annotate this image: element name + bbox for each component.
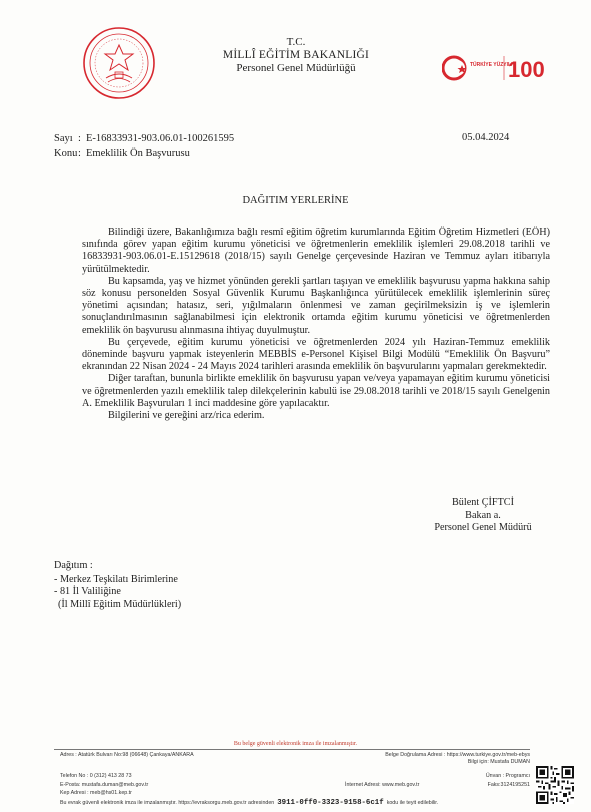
footer-internet[interactable]: İnternet Adresi: www.meb.gov.tr xyxy=(345,782,420,788)
signer-authority: Bakan a. xyxy=(465,509,501,521)
footer-email[interactable]: E-Posta: mustafa.duman@meb.gov.tr xyxy=(60,782,149,788)
paragraph-5: Bilgilerini ve gereğini arz/rica ederim. xyxy=(108,410,265,422)
signature-block xyxy=(400,497,566,535)
konu-separator: : xyxy=(78,148,81,159)
sayi-row xyxy=(54,132,414,146)
document-body xyxy=(82,227,550,422)
e-signature-notice: Bu belge güvenli elektronik imza ile imzalanmıştır. xyxy=(233,741,358,747)
footer-kep[interactable]: Kep Adresi : meb@hs01.kep.tr xyxy=(60,790,132,796)
distribution-item: - Merkez Teşkilatı Birimlerine xyxy=(54,573,178,585)
paragraph-2: Bu kapsamda, yaş ve hizmet yönünden gerekli şartları taşıyan ve emeklilik başvurusu yapma hakkına sahip söz konusu personelden Sosyal Güvenlik Kurumu Başkanlığınca yürütülecek emeklilik işlemlerinin süreç yönetimi açısından; hatasız, seri, yığılmaların önlenmesi ve zaman geçirilmeksizin iş ve işlemlerin sonuçlandırılmasının sağlanabilmesi için elektronik ortamda eğitim kurumu yöneticisi ve öğretmenlerden emeklilik ön başvurusu alınmasına ihtiyaç duyulmuştur. xyxy=(82,275,550,336)
verify-tail: kodu ile teyit edilebilir. xyxy=(386,800,439,806)
distribution-title: DAĞITIM YERLERİNE xyxy=(242,195,349,206)
document-meta xyxy=(54,132,414,162)
logo-number: 100 xyxy=(508,57,545,82)
paragraph-4: Diğer taraftan, bununla birlikte emeklilik ön başvurusu yapan ve/veya yapamayan eğitim kurumu yöneticisi ve öğretmenlerden yazılı emeklilik talep dilekçelerinin kabulü ise 29.08.2018 tarihli ve 2018/15 sayılı Genelgenin A. Emeklilik Başvuruları 1 inci maddesine göre yapılacaktır. xyxy=(82,373,550,409)
paragraph-1: Bilindiği üzere, Bakanlığımıza bağlı resmî eğitim öğretim kurumlarında Eğitim Öğretim Hizmetleri (EÖH) sınıfında görev yapan eğitim kurumu yöneticisi ve öğretmenlerin emeklilik işlemleri 29.08.2018 tarihli ve 16833931-903.06.01-E.15129618 (2018/15) sayılı Genelge çerçevesinde Haziran ve Temmuz ayları itibarıyla yürütülmektedir. xyxy=(82,227,550,275)
footer-phone: Telefon No : 0 (312) 413 28 73 xyxy=(60,773,132,779)
sayi-label: Sayı xyxy=(54,133,73,144)
footer-verify-address[interactable]: Belge Doğrulama Adresi : https://www.turkiye.gov.tr/meb-ebys xyxy=(385,752,530,758)
sayi-value: E-16833931-903.06.01-100261595 xyxy=(86,133,235,144)
konu-row xyxy=(54,147,414,161)
signer-name: Bülent ÇİFTCİ xyxy=(452,497,514,508)
konu-value: Emeklilik Ön Başvurusu xyxy=(86,148,190,159)
signer-title: Personel Genel Müdürü xyxy=(434,522,532,533)
footer-unvan: Ünvan : Programcı xyxy=(485,773,530,779)
footer-fax: Faks:3124195251 xyxy=(487,782,530,788)
letterhead xyxy=(180,36,412,75)
turkiye-yuzyili-logo-icon xyxy=(442,52,557,84)
document-date: 05.04.2024 xyxy=(462,132,510,143)
konu-label: Konu xyxy=(54,148,78,159)
sayi-separator: : xyxy=(78,133,81,144)
distribution-item: - 81 İl Valiliğine xyxy=(54,586,121,598)
document-verification-code: 3911-0ff0-3323-9158-6c1f xyxy=(277,799,384,807)
qr-code-icon xyxy=(536,766,574,804)
paragraph-3: Bu çerçevede, eğitim kurumu yöneticisi ve öğretmenlerden 2024 yılı Haziran-Temmuz emeklilik döneminde başvuru yapmak isteyenlerin MEBBİS e-Personel Kişisel Bilgi Modülü “Emeklilik Ön Başvuru” ekranından 22 Nisan 2024 - 24 Mayıs 2024 tarihleri arasında emeklilik ön başvurularını yapmaları gerekmektedir. xyxy=(82,336,550,373)
distribution-label: Dağıtım : xyxy=(54,560,93,571)
letterhead-line3: Personel Genel Müdürlüğü xyxy=(236,62,356,74)
footer-verify-line xyxy=(60,800,535,807)
verify-text: Bu evrak güvenli elektronik imza ile imzalanmıştır. https://evraksorgu.meb.gov.tr adresinden xyxy=(60,800,275,806)
logo-small-text: TÜRKİYE YÜZYILI xyxy=(470,62,513,68)
letterhead-line2: MİLLÎ EĞİTİM BAKANLIĞI xyxy=(222,49,370,61)
footer-info-for: Bilgi için: Mustafa DUMAN xyxy=(467,759,530,765)
distribution-item: (İl Millî Eğitim Müdürlükleri) xyxy=(58,598,182,610)
footer-address: Adres : Atatürk Bulvarı No:98 (06648) Çankaya/ANKARA xyxy=(60,752,194,758)
footer-divider xyxy=(54,749,530,750)
meb-logo-icon xyxy=(82,26,156,100)
letterhead-line1: T.C. xyxy=(286,36,306,48)
distribution-list xyxy=(54,560,181,611)
